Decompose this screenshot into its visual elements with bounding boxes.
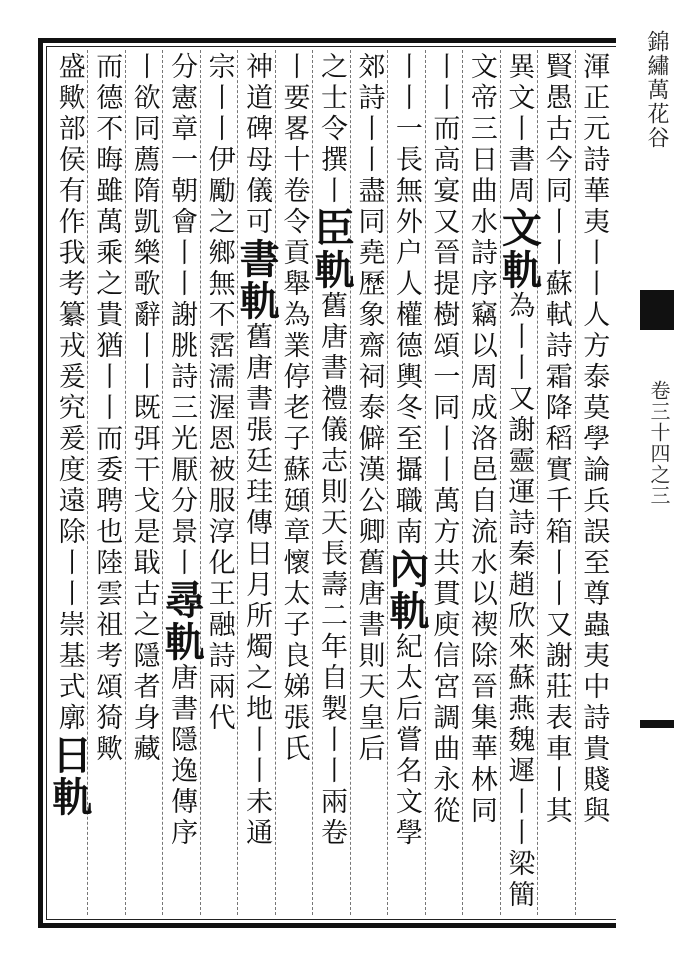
- column-text: 宗丨丨伊勵: [203, 52, 235, 207]
- column-text: 神道碑母儀可: [241, 52, 273, 238]
- gutter-juan-label: 卷三十四之三: [647, 380, 671, 506]
- column-text: 令貢舉為業停老子蘇頲章懷太子良娣張氏: [278, 207, 310, 765]
- column-text: 丨要畧十卷: [278, 52, 310, 207]
- column-rule: [162, 50, 163, 915]
- gutter-strip: [616, 0, 676, 965]
- column-text: 紀太后嘗名文學: [390, 632, 422, 849]
- column-text: 異文: [503, 52, 535, 114]
- text-column: [538, 52, 574, 912]
- text-column: [276, 52, 312, 912]
- column-text: 之士令撰丨: [316, 52, 347, 207]
- text-column: [575, 52, 611, 912]
- column-rule: [125, 50, 126, 915]
- column-text: 為丨丨又謝靈運詩秦趙欣來蘇燕魏遲丨丨梁簡: [503, 291, 535, 911]
- entry-heading: 內軌: [382, 548, 430, 632]
- text-column: [495, 52, 543, 912]
- entry-heading: 書軌: [233, 238, 281, 322]
- text-column: [126, 52, 162, 912]
- entry-heading: 臣軌: [308, 207, 355, 291]
- column-text: 賢愚古今同丨丨蘇軾詩霜降稻實千箱丨丨又謝莊表車丨其: [540, 52, 572, 827]
- column-text: 舊唐書則天皇后: [353, 548, 385, 765]
- column-rule: [200, 50, 201, 915]
- text-column: [308, 52, 355, 912]
- column-text: 丨欲同薦隋凱樂歌辭丨丨既弭干戈是戢: [128, 52, 160, 579]
- column-text: 渾正元詩華夷丨丨人方泰莫學論兵誤至尊蟲夷中詩貴賤與: [578, 52, 610, 827]
- column-text: 郊詩丨丨盡同堯歷象齋祠泰僻漢公卿: [353, 52, 385, 548]
- text-column: [425, 52, 461, 912]
- column-rule: [387, 50, 388, 915]
- text-column: [350, 52, 386, 912]
- gutter-book-title: 錦繡萬花谷: [644, 30, 669, 150]
- entry-heading: 尋軌: [158, 579, 206, 663]
- column-rule: [462, 50, 463, 915]
- column-text: 古之隱者身藏: [128, 579, 160, 765]
- column-text: 之鄉無不霑濡渥恩被服淳化王融詩兩代: [203, 207, 235, 734]
- column-text: 文帝三日曲水詩序竊以周成洛邑自流水以禊除晉集華林同: [465, 52, 497, 827]
- text-column: [233, 52, 281, 912]
- column-text: 唐書隱逸傳序: [166, 663, 198, 849]
- column-rule: [575, 50, 576, 915]
- column-text: 盛歟部侯有作我考纂戎爰究爰度遠除丨丨崇基式廓: [53, 52, 85, 734]
- column-text: 而德不晦雖萬乘之貴猶丨丨而委聘也陸雲祖考頌猗歟: [91, 52, 123, 765]
- text-column: [88, 52, 124, 912]
- column-rule: [237, 50, 238, 915]
- column-rule: [500, 50, 501, 915]
- column-rule: [275, 50, 276, 915]
- column-text: 丨丨而高宴又晉提樹頌一同丨丨萬方共貫庾信宮調曲永從: [428, 52, 460, 827]
- text-column: [158, 52, 206, 912]
- text-column: [45, 52, 93, 912]
- fishtail-mark: [640, 290, 674, 330]
- text-column: [382, 52, 430, 912]
- column-text: 丨丨一長無外户人權德輿冬至攝職南: [390, 52, 422, 548]
- column-rule: [350, 50, 351, 915]
- entry-heading: 文軌: [495, 207, 543, 291]
- column-rule: [537, 50, 538, 915]
- column-text: 舊唐書禮儀志則天長壽二年自製丨丨兩卷: [316, 291, 347, 849]
- column-text: 分憲章一朝會丨丨謝朓詩三光厭分景丨: [166, 52, 198, 579]
- text-column: [463, 52, 499, 912]
- column-rule: [425, 50, 426, 915]
- column-text: 丨書周: [503, 114, 535, 207]
- fishtail-mark-lower: [640, 720, 674, 728]
- text-column: [201, 52, 237, 912]
- column-rule: [312, 50, 313, 915]
- entry-heading: 日軌: [45, 734, 93, 818]
- column-text: 舊唐書張廷珪傳日月所燭之地丨丨未通: [241, 322, 273, 849]
